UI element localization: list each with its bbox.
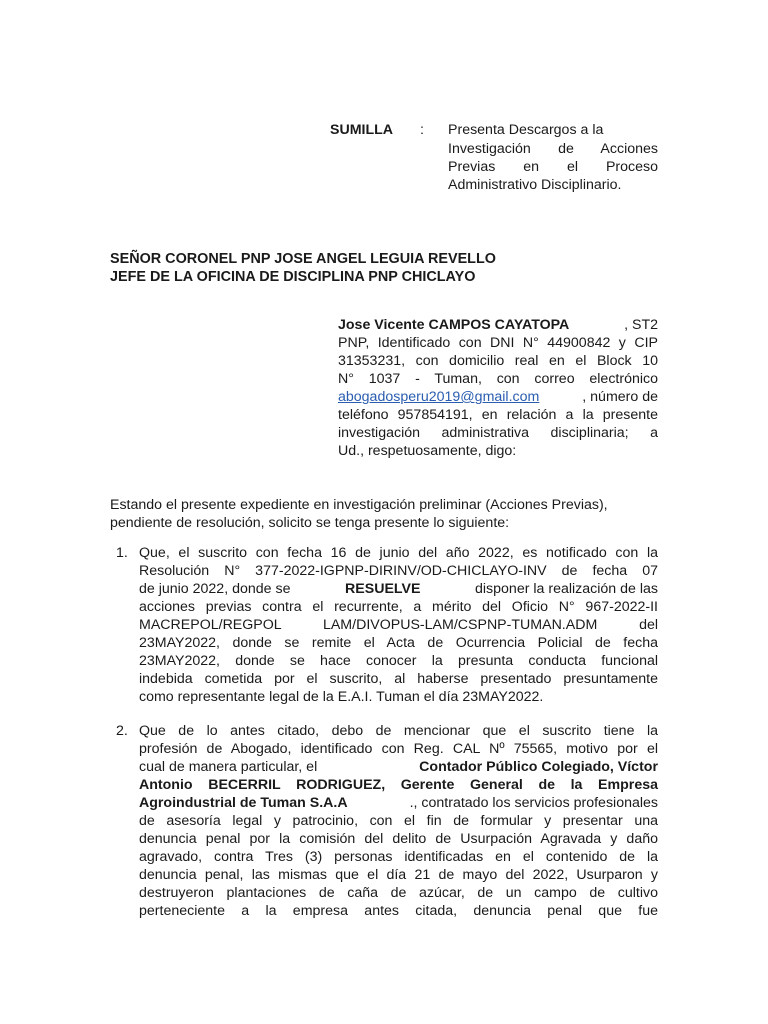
intro-line-3: 31353231, con domicilio real en el Block 10: [338, 353, 658, 369]
body-line-1: Estando el presente expediente en investigación preliminar (Acciones Previas),: [110, 497, 608, 513]
addressee-line-1: SEÑOR CORONEL PNP JOSE ANGEL LEGUIA REVELLO: [110, 251, 496, 267]
sumilla-label: SUMILLA: [330, 122, 394, 138]
item-2-line-3: [139, 758, 658, 776]
item-1-line-1: Que, el suscrito con fecha 16 de junio del año 2022, es notificado con la: [139, 545, 658, 561]
item-2-line-1: Que de lo antes citado, debo de mencionar que el suscrito tiene la: [139, 723, 658, 739]
sumilla-line-1: Presenta Descargos a la: [448, 122, 604, 138]
item-1-line-2: Resolución N° 377-2022-IGPNP-DIRINV/OD-CHICLAYO-INV de fecha 07: [139, 563, 658, 579]
sender-first-name: Jose Vicente: [338, 317, 425, 333]
item-1-line-8: indebida cometida por el suscrito, al haberse presentado presuntamente: [139, 671, 658, 687]
item-2-line-11: perteneciente a la empresa antes citada, denuncia penal que fue: [139, 903, 658, 919]
item-1-number: 1.: [116, 545, 128, 561]
intro-line-8: Ud., respetuosamente, digo:: [338, 443, 517, 459]
intro-line-5: [338, 388, 658, 406]
sumilla-line-2: Investigación de Acciones: [448, 141, 658, 157]
body-line-2: pendiente de resolución, solicito se tenga presente lo siguiente:: [110, 515, 510, 531]
item-2-line-6: de asesoría legal y patrocinio, con el fin de formular y presentar una: [139, 813, 658, 829]
item-1-line-7: 23MAY2022, donde se hace conocer la presunta conducta funcional: [139, 653, 658, 669]
company-name: Agroindustrial de Tuman S.A.A: [139, 795, 348, 811]
item-2-line-7: denuncia penal por la comisión del delito de Usurpación Agravada y daño: [139, 831, 658, 847]
item-2-line-10: destruyeron plantaciones de caña de azúcar, de un campo de cultivo: [139, 885, 658, 901]
item-1-line-3: [139, 580, 658, 598]
item-2-line-3b: Contador Público Colegiado, Víctor: [419, 759, 658, 775]
item-1-line-3a: de junio 2022, donde se: [139, 581, 291, 597]
addressee-line-2: JEFE DE LA OFICINA DE DISCIPLINA PNP CHICLAYO: [110, 269, 476, 285]
intro-line-6: teléfono 957854191, en relación a la presente: [338, 407, 658, 423]
item-2-line-5b: ., contratado los servicios profesionales: [409, 795, 658, 811]
sumilla-colon: :: [420, 122, 424, 138]
sumilla-line-3: Previas en el Proceso: [448, 159, 658, 175]
item-2-line-8: agravado, contra Tres (3) personas identificadas en el contenido de la: [139, 849, 658, 865]
resuelve-keyword: RESUELVE: [345, 581, 421, 597]
item-2-line-5: [139, 794, 658, 812]
intro-line-5-rest: , número de: [582, 389, 658, 405]
intro-line-4: N° 1037 - Tuman, con correo electrónico: [338, 371, 658, 387]
intro-line-1: [338, 316, 658, 334]
item-1-line-5: MACREPOL/REGPOL LAM/DIVOPUS-LAM/CSPNP-TUMAN.ADM del: [139, 617, 658, 633]
sender-rank: , ST2: [624, 317, 658, 333]
item-2-line-9: denuncia penal, las mismas que el día 21 de mayo del 2022, Usurparon y: [139, 867, 658, 883]
item-1-line-9: como representante legal de la E.A.I. Tuman el día 23MAY2022.: [139, 689, 544, 705]
sumilla-line-4: Administrativo Disciplinario.: [448, 177, 622, 193]
sender-last-name: CAMPOS CAYATOPA: [428, 317, 570, 333]
item-2-number: 2.: [116, 723, 128, 739]
intro-line-7: investigación administrativa disciplinaria; a: [338, 425, 658, 441]
item-2-line-2: profesión de Abogado, identificado con Reg. CAL Nº 75565, motivo por el: [139, 741, 658, 757]
item-1-line-6: 23MAY2022, donde se remite el Acta de Ocurrencia Policial de fecha: [139, 635, 658, 651]
intro-line-2: PNP, Identificado con DNI N° 44900842 y CIP: [338, 335, 658, 351]
item-1-line-3c: disponer la realización de las: [475, 581, 658, 597]
email-link[interactable]: abogadosperu2019@gmail.com: [338, 389, 540, 405]
item-1-line-4: acciones previas contra el recurrente, a mérito del Oficio N° 967-2022-II: [139, 599, 658, 615]
item-2-line-3a: cual de manera particular, el: [139, 759, 318, 775]
item-2-line-4: Antonio BECERRIL RODRIGUEZ, Gerente General de la Empresa: [139, 777, 658, 793]
